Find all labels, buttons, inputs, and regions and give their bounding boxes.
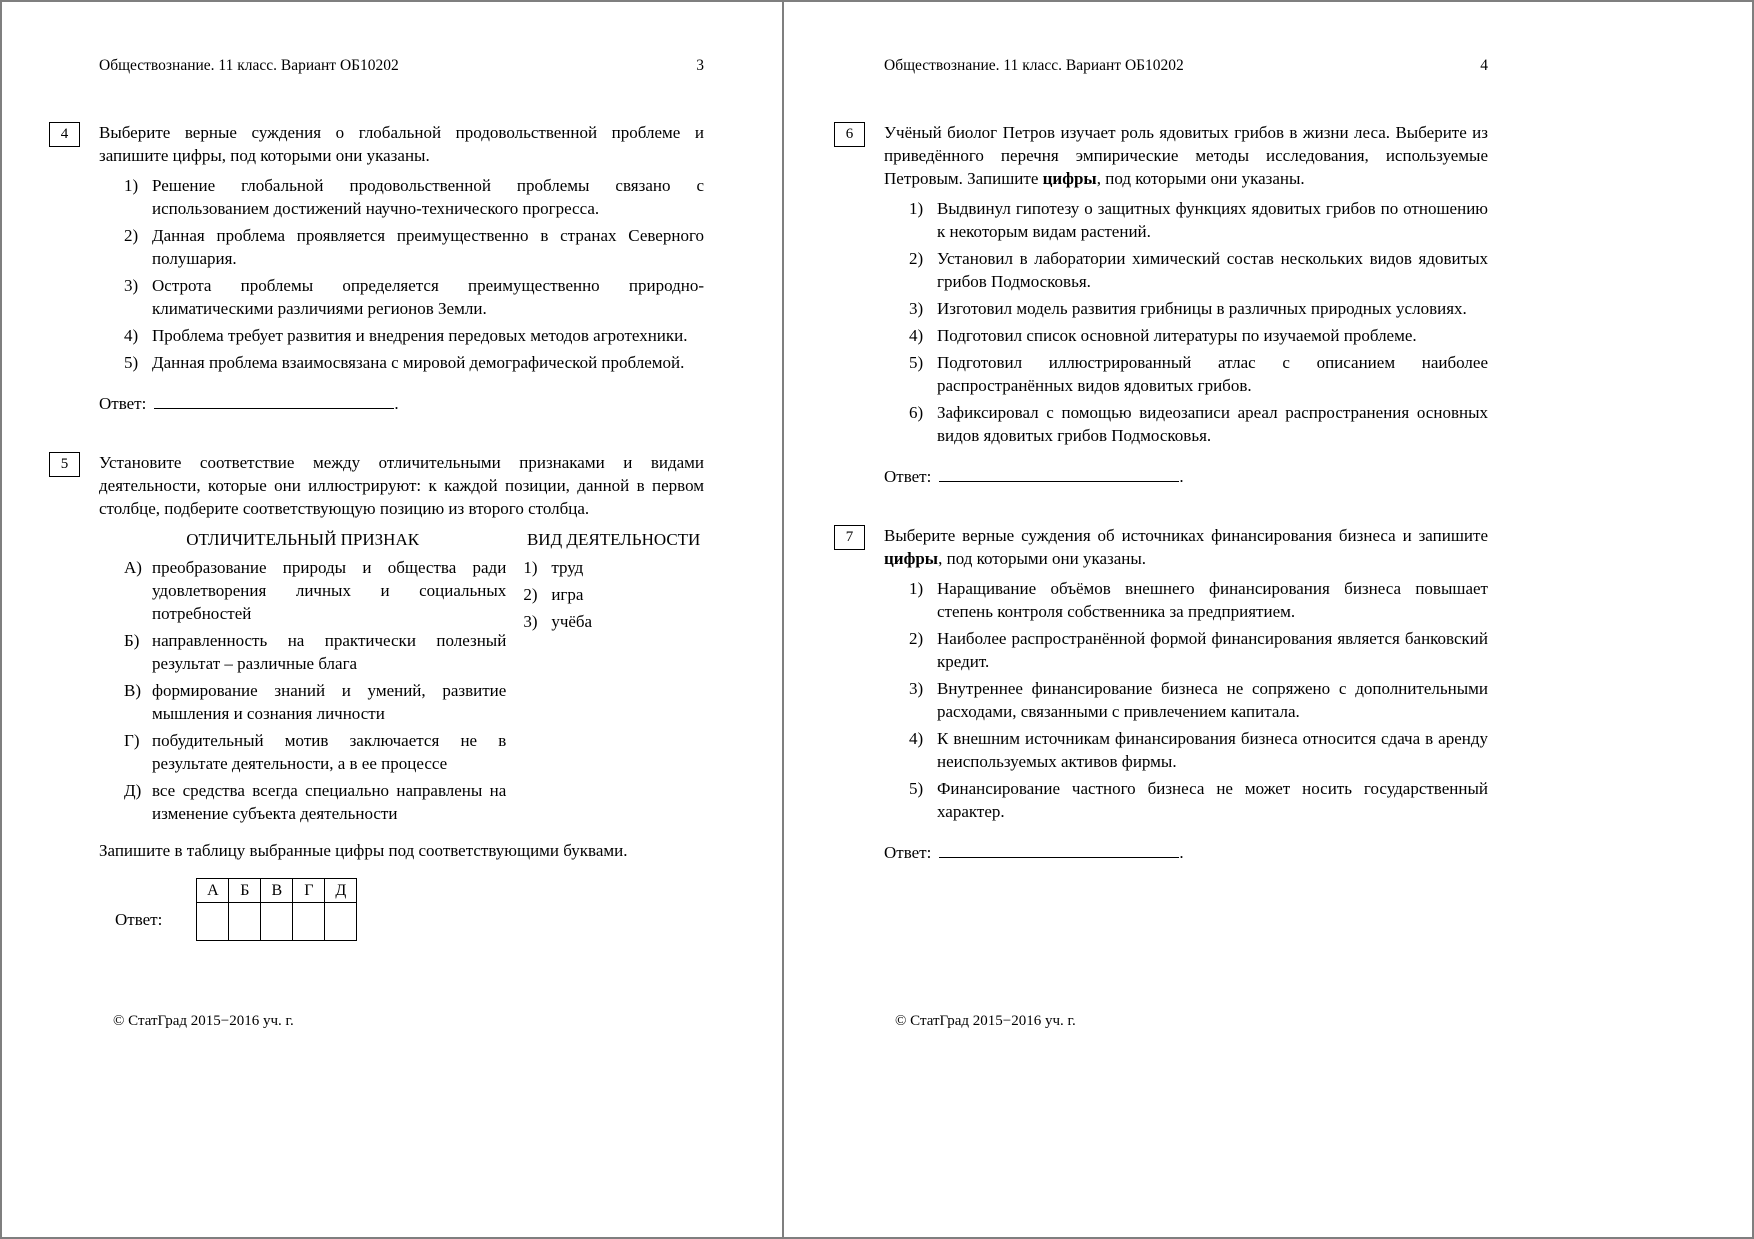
option-text: Решение глобальной продовольственной проблемы связано с использованием достижений научно-технического прогресса. (152, 176, 704, 218)
match-text: преобразование природы и общества ради удовлетворения личных и социальных потребностей (152, 558, 507, 623)
intro-bold-word: цифры (1042, 169, 1097, 188)
option-item (99, 274, 704, 320)
match-option (523, 610, 704, 633)
header-title: Обществознание. 11 класс. Вариант ОБ10202 (99, 57, 399, 74)
answer-blank (154, 394, 394, 409)
option-number: 3) (909, 299, 924, 318)
match-text: формирование знаний и умений, развитие мышления и сознания личности (152, 681, 507, 723)
answer-label: Ответ: (115, 910, 163, 929)
match-item (99, 629, 506, 675)
answer-cell (261, 903, 293, 941)
header-page-number: 3 (696, 57, 704, 74)
question-intro (884, 121, 1488, 190)
question-number: 4 (60, 126, 69, 142)
option-number: 2) (909, 249, 924, 268)
option-item (884, 324, 1488, 347)
match-letter: В) (124, 681, 141, 700)
option-item (99, 324, 704, 347)
question-number: 6 (845, 126, 854, 142)
question-intro: Выберите верные суждения о глобальной продовольственной проблеме и запишите цифры, под которыми они указаны. (99, 123, 704, 165)
option-item (884, 297, 1488, 320)
option-text: Проблема требует развития и внедрения передовых методов агротехники. (152, 326, 688, 345)
option-text: Данная проблема взаимосвязана с мировой демографической проблемой. (152, 353, 685, 372)
question-6 (845, 121, 1488, 488)
match-option (523, 583, 704, 606)
option-item (884, 627, 1488, 673)
option-number: 1) (909, 579, 924, 598)
answer-cell (229, 903, 261, 941)
answer-line (884, 841, 1488, 864)
match-item (99, 729, 506, 775)
option-text: Подготовил список основной литературы по изучаемой проблеме. (937, 326, 1417, 345)
option-text: Зафиксировал с помощью видеозаписи ареал распространения основных видов ядовитых грибов Подмосковья. (937, 403, 1488, 445)
answer-table-header-cell: А (197, 879, 229, 903)
question-7 (845, 524, 1488, 864)
question-5 (60, 451, 704, 941)
option-item (99, 224, 704, 270)
answer-suffix: . (1179, 843, 1184, 862)
answer-cell (325, 903, 357, 941)
option-number: 2) (909, 629, 924, 648)
answer-blank (939, 467, 1179, 482)
option-text: учёба (551, 612, 593, 631)
option-number: 5) (909, 353, 924, 372)
options-list (884, 197, 1488, 447)
matching-right-column (523, 527, 704, 829)
option-number: 1) (124, 176, 139, 195)
question-number-box (49, 122, 80, 147)
answer-table-header-cell: Д (325, 879, 357, 903)
option-item (884, 247, 1488, 293)
question-intro: Установите соответствие между отличительными признаками и видами деятельности, которые они иллюстрируют: к каждой позиции, данной в первом столбце, подберите соответствующую позицию из второго столбца. (99, 453, 704, 518)
option-number: 3) (523, 612, 538, 631)
answer-blank (939, 843, 1179, 858)
option-number: 6) (909, 403, 924, 422)
matching-columns (99, 527, 704, 829)
intro-text: Учёный биолог Петров изучает роль ядовитых грибов в жизни леса. Выберите из приведённого перечня эмпирические методы исследования, используемые Петровым. Запишите (884, 123, 1488, 188)
option-item (884, 351, 1488, 397)
option-number: 4) (909, 729, 924, 748)
match-item (99, 556, 506, 625)
match-letter: Д) (124, 781, 142, 800)
intro-text: , под которыми они указаны. (1096, 169, 1305, 188)
option-item (99, 174, 704, 220)
page-footer: © СтатГрад 2015−2016 уч. г. (895, 1013, 1076, 1029)
option-number: 5) (124, 353, 139, 372)
option-number: 4) (909, 326, 924, 345)
question-number: 7 (845, 529, 854, 545)
option-number: 2) (523, 585, 538, 604)
answer-suffix: . (1179, 467, 1184, 486)
page-header (99, 57, 704, 75)
option-number: 3) (909, 679, 924, 698)
option-number: 1) (523, 558, 538, 577)
header-page-number: 4 (1480, 57, 1488, 74)
option-item (884, 577, 1488, 623)
question-number-box (834, 122, 865, 147)
question-number-box (49, 452, 80, 477)
answer-table-header-cell: Б (229, 879, 261, 903)
answer-table-input-row (197, 903, 357, 941)
option-text: Финансирование частного бизнеса не может носить государственный характер. (937, 779, 1488, 821)
answer-suffix: . (394, 394, 399, 413)
option-item (99, 351, 704, 374)
option-text: Наращивание объёмов внешнего финансирования бизнеса повышает степень контроля собственника за предприятием. (937, 579, 1488, 621)
question-number: 5 (60, 456, 69, 472)
answer-cell (293, 903, 325, 941)
answer-label: Ответ: (99, 394, 147, 413)
option-text: Выдвинул гипотезу о защитных функциях ядовитых грибов по отношению к некоторым видам растений. (937, 199, 1488, 241)
option-text: Изготовил модель развития грибницы в различных природных условиях. (937, 299, 1467, 318)
match-letter: Б) (124, 631, 140, 650)
matching-left-column (99, 527, 506, 829)
option-text: Наиболее распространённой формой финансирования является банковский кредит. (937, 629, 1488, 671)
option-item (884, 727, 1488, 773)
option-text: Внутреннее финансирование бизнеса не сопряжено с дополнительными расходами, связанными с привлечением капитала. (937, 679, 1488, 721)
options-list (99, 174, 704, 374)
intro-text: , под которыми они указаны. (938, 549, 1147, 568)
header-title: Обществознание. 11 класс. Вариант ОБ10202 (884, 57, 1184, 74)
match-text: все средства всегда специально направлены на изменение субъекта деятельности (152, 781, 507, 823)
answer-table (196, 878, 357, 941)
match-letter: А) (124, 558, 142, 577)
option-number: 5) (909, 779, 924, 798)
option-item (884, 777, 1488, 823)
option-item (884, 677, 1488, 723)
answer-line (884, 465, 1488, 488)
left-column-header: ОТЛИЧИТЕЛЬНЫЙ ПРИЗНАК (186, 530, 420, 549)
question-4 (60, 121, 704, 415)
option-number: 1) (909, 199, 924, 218)
page-3 (2, 2, 784, 1237)
answer-line (99, 392, 704, 415)
match-item (99, 679, 506, 725)
page-footer: © СтатГрад 2015−2016 уч. г. (113, 1013, 294, 1029)
answer-table-header-cell: В (261, 879, 293, 903)
option-item (884, 197, 1488, 243)
right-column-header: ВИД ДЕЯТЕЛЬНОСТИ (526, 530, 701, 549)
answer-table-block (99, 878, 704, 941)
answer-table-header-cell: Г (293, 879, 325, 903)
option-text: труд (551, 558, 584, 577)
option-text: К внешним источникам финансирования бизнеса относится сдача в аренду неиспользуемых активов фирмы. (937, 729, 1488, 771)
match-item (99, 779, 506, 825)
match-letter: Г) (124, 731, 140, 750)
answer-label: Ответ: (884, 467, 932, 486)
match-text: побудительный мотив заключается не в результате деятельности, а в ее процессе (152, 731, 507, 773)
option-number: 2) (124, 226, 139, 245)
option-text: Данная проблема проявляется преимущественно в странах Северного полушария. (152, 226, 704, 268)
option-item (884, 401, 1488, 447)
intro-text: Выберите верные суждения об источниках финансирования бизнеса и запишите (884, 526, 1488, 545)
option-text: Острота проблемы определяется преимущественно природно-климатическими различиями регионов Земли. (152, 276, 704, 318)
page-4 (784, 2, 1752, 1237)
question-intro (884, 524, 1488, 570)
option-text: игра (551, 585, 584, 604)
match-text: направленность на практически полезный результат – различные блага (152, 631, 507, 673)
page-header (884, 57, 1488, 75)
answer-label: Ответ: (884, 843, 932, 862)
match-option (523, 556, 704, 579)
answer-table-header-row (197, 879, 357, 903)
options-list (884, 577, 1488, 823)
option-number: 3) (124, 276, 139, 295)
question-number-box (834, 525, 865, 550)
option-number: 4) (124, 326, 139, 345)
answer-cell (197, 903, 229, 941)
option-text: Установил в лаборатории химический состав нескольких видов ядовитых грибов Подмосковья. (937, 249, 1488, 291)
table-instruction: Запишите в таблицу выбранные цифры под соответствующими буквами. (99, 841, 628, 860)
intro-bold-word: цифры (884, 549, 939, 568)
option-text: Подготовил иллюстрированный атлас с описанием наиболее распространённых видов ядовитых грибов. (937, 353, 1488, 395)
